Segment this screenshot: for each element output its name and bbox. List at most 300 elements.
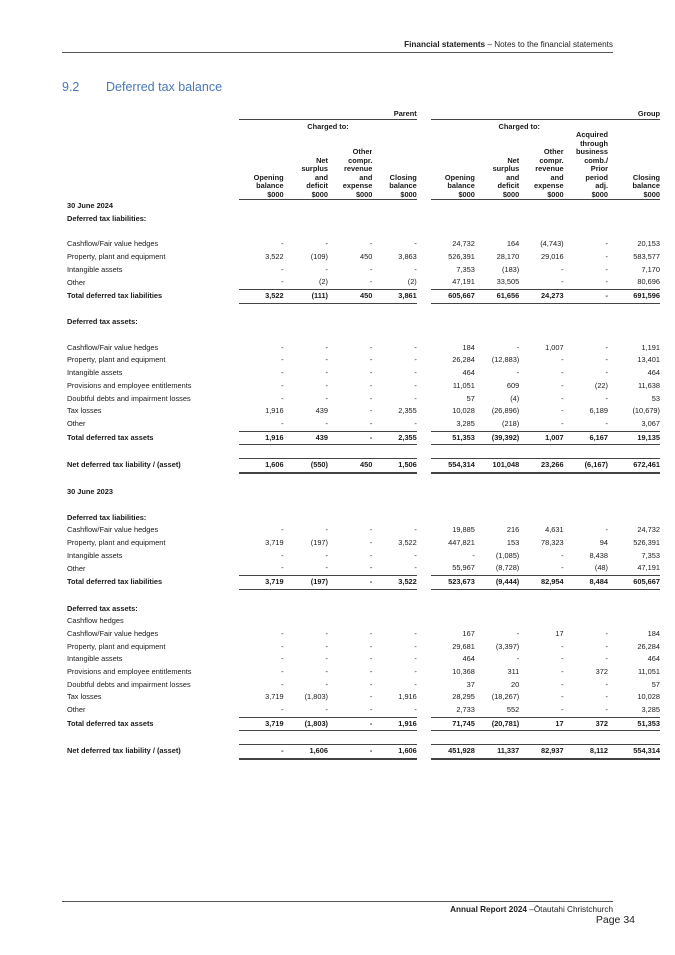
table-row xyxy=(67,238,660,251)
cell-value: (12,883) xyxy=(491,355,520,365)
group-charged-to: Charged to: xyxy=(475,119,564,131)
cell-value: - xyxy=(328,576,372,590)
cell-value: 184 xyxy=(647,628,660,638)
cell-value: 1,606 xyxy=(284,745,328,759)
cell-value: 82,937 xyxy=(519,745,563,759)
cell-value: - xyxy=(605,628,609,638)
section-title: Deferred tax balance xyxy=(106,80,223,94)
cell-value: 10,028 xyxy=(452,406,475,416)
cell-value: 447,821 xyxy=(448,538,475,548)
cell-value: (3,397) xyxy=(495,641,520,651)
cell-value: 450 xyxy=(360,251,373,261)
cell-value: 71,745 xyxy=(431,717,475,731)
row-label: Cashflow hedges xyxy=(67,616,124,626)
cell-value: - xyxy=(281,654,284,664)
cell-value: 11,337 xyxy=(475,745,519,759)
cell-value: - xyxy=(325,641,329,651)
cell-value: - xyxy=(325,705,329,715)
cell-value: 82,954 xyxy=(519,576,563,590)
section-label-row xyxy=(67,316,660,329)
table-row xyxy=(67,342,660,355)
col-parent-net-surplus: Net surplus and deficit $000 xyxy=(284,131,328,200)
row-label: Total deferred tax liabilities xyxy=(67,577,163,587)
cell-value: 78,323 xyxy=(541,538,564,548)
cell-value: 11,051 xyxy=(452,380,475,390)
cell-value: - xyxy=(605,418,609,428)
cell-value: - xyxy=(414,525,417,535)
cell-value: 439 xyxy=(315,406,329,416)
cell-value: (550) xyxy=(284,458,328,472)
cell-value: - xyxy=(605,654,609,664)
cell-value: 26,284 xyxy=(637,641,660,651)
cell-value: 605,667 xyxy=(431,289,475,303)
row-label: Other xyxy=(67,419,86,429)
cell-value: - xyxy=(281,264,284,274)
cell-value: 526,391 xyxy=(633,538,660,548)
cell-value: 11,638 xyxy=(637,380,660,390)
cell-value: 552 xyxy=(506,705,520,715)
cell-value: - xyxy=(414,628,417,638)
table-row xyxy=(67,717,660,731)
cell-value: 20 xyxy=(511,679,520,689)
cell-value: - xyxy=(369,641,373,651)
cell-value: 450 xyxy=(328,458,372,472)
row-label: 30 June 2023 xyxy=(67,487,114,497)
cell-value: 3,522 xyxy=(398,538,417,548)
cell-value: 311 xyxy=(507,666,520,676)
row-label: Net deferred tax liability / (asset) xyxy=(67,460,181,470)
section-label-row xyxy=(67,512,660,525)
cell-value: 464 xyxy=(462,368,475,378)
cell-value: (1,803) xyxy=(284,717,328,731)
cell-value: - xyxy=(605,679,609,689)
cell-value: (9,444) xyxy=(475,576,519,590)
cell-value: - xyxy=(414,418,417,428)
cell-value: - xyxy=(369,525,373,535)
cell-value: - xyxy=(325,628,329,638)
cell-value: 10,368 xyxy=(452,666,475,676)
cell-value: - xyxy=(325,264,329,274)
table-row xyxy=(67,537,660,550)
cell-value: - xyxy=(369,563,373,573)
cell-value: 184 xyxy=(462,342,475,352)
cell-value: - xyxy=(561,679,564,689)
section-label-row xyxy=(67,615,660,628)
cell-value: (22) xyxy=(594,380,609,390)
cell-value: 6,167 xyxy=(564,431,608,445)
col-parent-opening: Opening balance $000 xyxy=(239,131,283,200)
cell-value: 29,016 xyxy=(541,251,564,261)
cell-value: 3,522 xyxy=(372,576,416,590)
cell-value: - xyxy=(369,538,373,548)
cell-value: - xyxy=(561,641,564,651)
cell-value: 672,461 xyxy=(608,458,660,472)
spacer-row xyxy=(67,226,660,239)
cell-value: 3,719 xyxy=(239,576,283,590)
row-label: Tax losses xyxy=(67,692,102,702)
row-label: Net deferred tax liability / (asset) xyxy=(67,746,181,756)
cell-value: 526,391 xyxy=(448,251,475,261)
cell-value: - xyxy=(281,563,284,573)
cell-value: - xyxy=(281,641,284,651)
cell-value: 51,353 xyxy=(608,717,660,731)
cell-value: (4) xyxy=(510,393,520,403)
cell-value: - xyxy=(281,525,284,535)
cell-value: 1,916 xyxy=(372,717,416,731)
cell-value: 3,719 xyxy=(265,538,284,548)
cell-value: - xyxy=(281,679,284,689)
row-label: Provisions and employee entitlements xyxy=(67,380,192,390)
cell-value: 450 xyxy=(328,289,372,303)
cell-value: 3,285 xyxy=(456,418,475,428)
cell-value: 1,606 xyxy=(372,745,416,759)
col-group-other-compr: Other compr. revenue and expense $000 xyxy=(519,131,563,200)
cell-value: - xyxy=(561,654,564,664)
row-label: Cashflow/Fair value hedges xyxy=(67,342,159,352)
cell-value: (111) xyxy=(284,289,328,303)
cell-value: 26,284 xyxy=(452,355,475,365)
cell-value: - xyxy=(281,277,284,287)
cell-value: (39,392) xyxy=(475,431,519,445)
cell-value: (218) xyxy=(502,418,520,428)
table-row xyxy=(67,653,660,666)
cell-value: 3,719 xyxy=(239,717,283,731)
cell-value: 1,191 xyxy=(641,342,660,352)
header-title: Financial statements xyxy=(404,40,486,49)
col-group-closing: Closing balance $000 xyxy=(608,131,660,200)
cell-value: - xyxy=(414,239,417,249)
cell-value: 33,505 xyxy=(496,277,520,287)
cell-value: - xyxy=(325,418,329,428)
cell-value: 372 xyxy=(595,666,609,676)
cell-value: - xyxy=(369,393,373,403)
cell-value: (2) xyxy=(318,277,329,287)
table-row xyxy=(67,550,660,563)
cell-value: - xyxy=(561,277,564,287)
spacer-row xyxy=(67,731,660,745)
spacer-row xyxy=(67,329,660,342)
cell-value: 3,067 xyxy=(641,418,660,428)
table-row xyxy=(67,380,660,393)
table-row xyxy=(67,562,660,575)
table-row xyxy=(67,367,660,380)
cell-value: 164 xyxy=(506,239,520,249)
cell-value: - xyxy=(325,380,329,390)
table-row xyxy=(67,666,660,679)
page-number: Page 34 xyxy=(595,914,635,926)
cell-value: - xyxy=(561,666,564,676)
cell-value: 3,522 xyxy=(265,251,284,261)
row-label: Deferred tax assets: xyxy=(67,317,138,327)
cell-value: 1,916 xyxy=(265,406,284,416)
cell-value: 3,861 xyxy=(372,289,416,303)
cell-value: - xyxy=(414,705,417,715)
row-label: Intangible assets xyxy=(67,264,123,274)
cell-value: 24,732 xyxy=(452,239,475,249)
parent-header: Parent xyxy=(393,110,417,118)
col-group-opening: Opening balance $000 xyxy=(431,131,475,200)
cell-value: 605,667 xyxy=(608,576,660,590)
row-label: Doubtful debts and impairment losses xyxy=(67,393,191,403)
cell-value: - xyxy=(325,525,329,535)
cell-value: - xyxy=(281,418,284,428)
cell-value: 3,522 xyxy=(239,289,283,303)
cell-value: (18,267) xyxy=(491,692,520,702)
cell-value: - xyxy=(561,264,564,274)
cell-value: - xyxy=(516,628,520,638)
row-label: 30 June 2024 xyxy=(67,200,114,210)
cell-value: (197) xyxy=(284,576,328,590)
cell-value: - xyxy=(281,342,284,352)
cell-value: 439 xyxy=(284,431,328,445)
cell-value: - xyxy=(281,628,284,638)
parent-charged-to: Charged to: xyxy=(284,119,373,131)
cell-value: 554,314 xyxy=(608,745,660,759)
cell-value: - xyxy=(561,393,564,403)
cell-value: - xyxy=(325,368,329,378)
cell-value: 19,885 xyxy=(452,525,475,535)
cell-value: - xyxy=(414,679,417,689)
section-label-row xyxy=(67,200,660,213)
cell-value: - xyxy=(369,418,373,428)
cell-value: 80,696 xyxy=(637,277,660,287)
cell-value: - xyxy=(325,563,329,573)
cell-value: - xyxy=(281,666,284,676)
cell-value: - xyxy=(369,277,373,287)
cell-value: 1,916 xyxy=(239,431,283,445)
cell-value: 51,353 xyxy=(431,431,475,445)
cell-value: - xyxy=(325,342,329,352)
table-row xyxy=(67,264,660,277)
row-label: Property, plant and equipment xyxy=(67,641,166,651)
cell-value: - xyxy=(605,393,609,403)
cell-value: - xyxy=(281,368,284,378)
cell-value: 554,314 xyxy=(431,458,475,472)
section-heading xyxy=(62,80,222,94)
cell-value: 55,967 xyxy=(452,563,475,573)
cell-value: - xyxy=(516,342,520,352)
cell-value: 53 xyxy=(651,393,660,403)
cell-value: - xyxy=(325,355,329,365)
row-label: Doubtful debts and impairment losses xyxy=(67,679,191,689)
cell-value: 1,916 xyxy=(398,692,417,702)
cell-value: 28,170 xyxy=(496,251,520,261)
cell-value: - xyxy=(325,550,329,560)
cell-value: 3,285 xyxy=(641,705,660,715)
col-group-acquired: Acquired through business comb./ Prior period adj. $000 xyxy=(564,131,608,200)
table-row xyxy=(67,745,660,759)
cell-value: 451,928 xyxy=(431,745,475,759)
cell-value: - xyxy=(328,745,372,759)
row-label: Cashflow/Fair value hedges xyxy=(67,628,159,638)
cell-value: - xyxy=(605,355,609,365)
cell-value: - xyxy=(325,239,329,249)
footer-subtitle: –Ōtautahi Christchurch xyxy=(526,905,613,914)
table-row xyxy=(67,704,660,717)
cell-value: 1,007 xyxy=(519,431,563,445)
cell-value: - xyxy=(564,289,608,303)
cell-value: - xyxy=(561,355,564,365)
row-label: Property, plant and equipment xyxy=(67,355,166,365)
cell-value: - xyxy=(414,666,417,676)
cell-value: 57 xyxy=(651,679,660,689)
cell-value: 4,631 xyxy=(545,525,564,535)
cell-value: - xyxy=(325,393,329,403)
cell-value: - xyxy=(328,717,372,731)
table-row xyxy=(67,524,660,537)
col-group-net-surplus: Net surplus and deficit $000 xyxy=(475,131,519,200)
spacer-row xyxy=(67,445,660,459)
row-label: Other xyxy=(67,705,86,715)
cell-value: 583,577 xyxy=(633,251,660,261)
row-label: Provisions and employee entitlements xyxy=(67,666,192,676)
spacer-row xyxy=(67,499,660,512)
cell-value: - xyxy=(369,550,373,560)
cell-value: 17 xyxy=(519,717,563,731)
cell-value: - xyxy=(281,550,284,560)
cell-value: - xyxy=(414,641,417,651)
row-label: Property, plant and equipment xyxy=(67,251,166,261)
table-row xyxy=(67,628,660,641)
cell-value: 1,606 xyxy=(239,458,283,472)
cell-value: - xyxy=(325,679,329,689)
cell-value: - xyxy=(472,550,475,560)
cell-value: - xyxy=(369,355,373,365)
table-row xyxy=(67,641,660,654)
cell-value: - xyxy=(369,239,373,249)
table-row xyxy=(67,289,660,303)
cell-value: 11,051 xyxy=(637,666,660,676)
deferred-tax-table xyxy=(67,110,660,760)
cell-value: - xyxy=(369,368,373,378)
cell-value: 19,135 xyxy=(608,431,660,445)
cell-value: (197) xyxy=(310,538,329,548)
cell-value: - xyxy=(605,239,609,249)
table-row xyxy=(67,392,660,405)
cell-value: - xyxy=(516,654,520,664)
row-label: Total deferred tax assets xyxy=(67,432,154,442)
cell-value: - xyxy=(561,550,564,560)
cell-value: 24,732 xyxy=(637,525,660,535)
row-label: Other xyxy=(67,563,86,573)
section-label-row xyxy=(67,213,660,226)
group-header: Group xyxy=(637,110,660,118)
cell-value: - xyxy=(369,380,373,390)
cell-value: 57 xyxy=(466,393,475,403)
cell-value: 20,153 xyxy=(637,239,660,249)
cell-value: - xyxy=(605,277,609,287)
cell-value: - xyxy=(414,550,417,560)
header-subtitle: – Notes to the financial statements xyxy=(485,40,613,49)
cell-value: - xyxy=(369,705,373,715)
cell-value: 24,273 xyxy=(519,289,563,303)
cell-value: - xyxy=(605,525,609,535)
col-parent-other-compr: Other compr. revenue and expense $000 xyxy=(328,131,372,200)
cell-value: 7,353 xyxy=(456,264,475,274)
row-label: Total deferred tax assets xyxy=(67,718,154,728)
cell-value: 216 xyxy=(506,525,520,535)
row-label: Property, plant and equipment xyxy=(67,538,166,548)
cell-value: - xyxy=(281,239,284,249)
spacer-row xyxy=(67,303,660,316)
cell-value: - xyxy=(414,342,417,352)
table-row xyxy=(67,354,660,367)
cell-value: - xyxy=(369,654,373,664)
cell-value: (1,803) xyxy=(304,692,329,702)
cell-value: - xyxy=(325,654,329,664)
row-label: Deferred tax liabilities: xyxy=(67,512,147,522)
cell-value: - xyxy=(605,368,609,378)
cell-value: 8,438 xyxy=(589,550,609,560)
row-label: Total deferred tax liabilities xyxy=(67,291,163,301)
cell-value: - xyxy=(369,264,373,274)
table-row xyxy=(67,405,660,418)
table-row xyxy=(67,276,660,289)
cell-value: - xyxy=(561,692,564,702)
cell-value: 23,266 xyxy=(519,458,563,472)
cell-value: - xyxy=(561,380,564,390)
cell-value: - xyxy=(325,666,329,676)
cell-value: - xyxy=(369,342,373,352)
cell-value: (6,167) xyxy=(564,458,608,472)
spacer-row xyxy=(67,473,660,487)
cell-value: (48) xyxy=(594,563,609,573)
cell-value: - xyxy=(369,679,373,689)
cell-value: - xyxy=(281,355,284,365)
cell-value: 28,295 xyxy=(452,692,475,702)
cell-value: 609 xyxy=(506,380,520,390)
cell-value: - xyxy=(369,406,373,416)
cell-value: 2,355 xyxy=(372,431,416,445)
cell-value: 464 xyxy=(647,654,660,664)
cell-value: - xyxy=(605,264,609,274)
cell-value: (183) xyxy=(502,264,520,274)
cell-value: 6,189 xyxy=(589,406,609,416)
cell-value: - xyxy=(414,380,417,390)
cell-value: - xyxy=(605,342,609,352)
table-row xyxy=(67,458,660,472)
cell-value: - xyxy=(328,431,372,445)
cell-value: - xyxy=(561,406,564,416)
table-row xyxy=(67,251,660,264)
footer-title: Annual Report 2024 xyxy=(450,905,527,914)
cell-value: - xyxy=(605,705,609,715)
cell-value: - xyxy=(369,666,373,676)
row-label: Deferred tax assets: xyxy=(67,603,138,613)
cell-value: 10,028 xyxy=(637,692,660,702)
row-label: Other xyxy=(67,277,86,287)
cell-value: - xyxy=(414,563,417,573)
cell-value: - xyxy=(369,628,373,638)
cell-value: 1,007 xyxy=(545,342,564,352)
table-row xyxy=(67,418,660,431)
cell-value: 167 xyxy=(462,628,475,638)
cell-value: - xyxy=(281,380,284,390)
cell-value: (109) xyxy=(310,251,329,261)
table-row xyxy=(67,691,660,704)
row-label: Cashflow/Fair value hedges xyxy=(67,525,159,535)
cell-value: - xyxy=(516,368,520,378)
cell-value: (4,743) xyxy=(540,239,564,249)
cell-value: 523,673 xyxy=(431,576,475,590)
cell-value: 3,719 xyxy=(265,692,284,702)
cell-value: 7,353 xyxy=(641,550,660,560)
row-label: Deferred tax liabilities: xyxy=(67,213,147,223)
cell-value: 17 xyxy=(555,628,564,638)
cell-value: - xyxy=(605,251,609,261)
cell-value: (2) xyxy=(407,277,417,287)
cell-value: 2,355 xyxy=(398,406,417,416)
